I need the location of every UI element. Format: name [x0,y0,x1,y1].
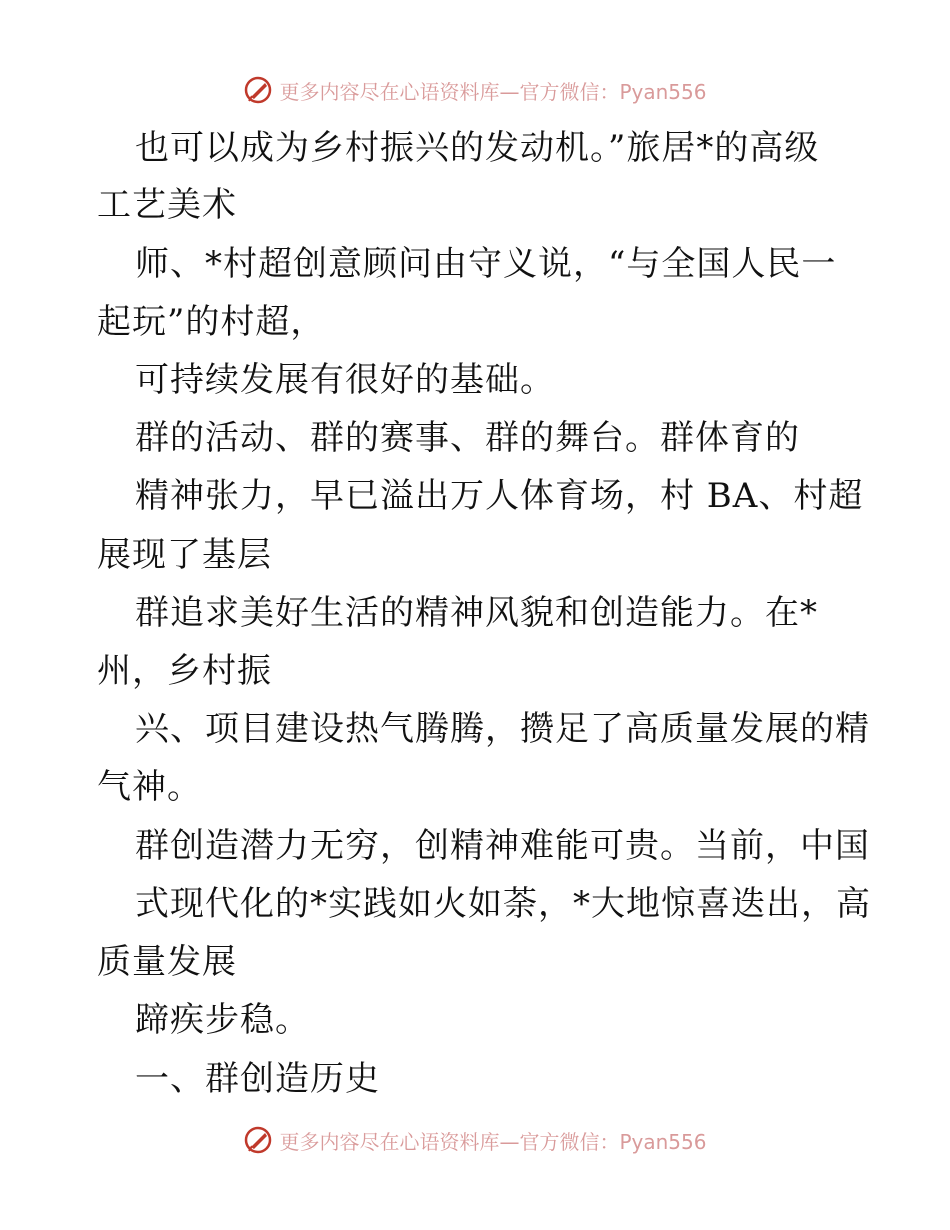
section-heading: 一、群创造历史 [135,1059,380,1099]
body-line: 也可以成为乡村振兴的发动机。”旅居*的高级 [135,128,820,168]
body-line: 精神张力，早已溢出万人体育场，村 BA、村超 [135,476,864,516]
body-line: 兴、项目建设热气腾腾，攒足了高质量发展的精 [135,709,870,749]
footer-watermark-text: 更多内容尽在心语资料库—官方微信：Pyan556 [279,1129,707,1154]
footer-watermark [0,1120,950,1160]
body-line: 群创造潜力无穷，创精神难能可贵。当前，中国 [135,826,870,866]
body-line: 工艺美术 [97,185,237,225]
body-line: 蹄疾步稳。 [135,1000,310,1040]
body-line: 群的活动、群的赛事、群的舞台。群体育的 [135,418,800,458]
feather-pen-logo-icon [243,1125,273,1155]
body-line: 展现了基层 [97,535,272,575]
feather-pen-logo-icon [243,75,273,105]
body-line: 可持续发展有很好的基础。 [135,360,555,400]
body-line: 师、*村超创意顾问由守义说，“与全国人民一 [135,244,837,284]
body-line: 式现代化的*实践如火如荼，*大地惊喜迭出，高 [135,884,871,924]
body-line: 气神。 [97,767,202,807]
header-watermark-text: 更多内容尽在心语资料库—官方微信：Pyan556 [279,79,707,104]
body-line: 质量发展 [97,942,237,982]
body-line: 起玩”的村超， [97,302,326,342]
body-line: 州，乡村振 [97,651,272,691]
body-line: 群追求美好生活的精神风貌和创造能力。在* [135,593,818,633]
header-watermark [0,70,950,110]
